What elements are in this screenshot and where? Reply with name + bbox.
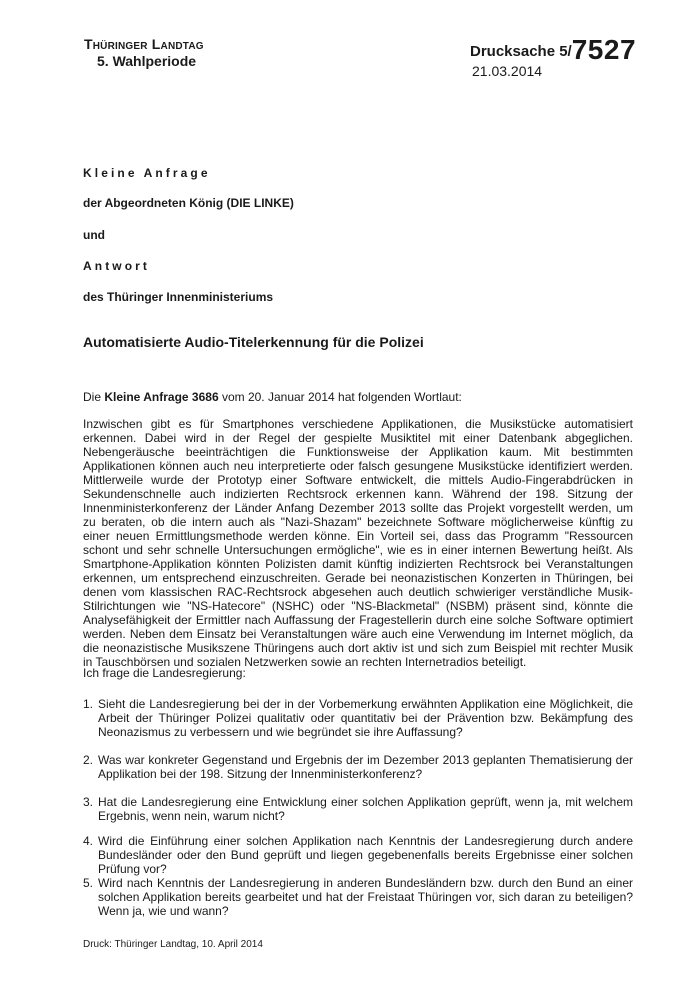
question-item xyxy=(83,753,633,781)
question-item xyxy=(83,795,633,823)
section-antwort: Antwort xyxy=(83,259,151,273)
question-number: 1. xyxy=(83,697,94,711)
question-number: 4. xyxy=(83,834,94,848)
legislative-period: 5. Wahlperiode xyxy=(97,53,197,69)
question-text: Was war konkreter Gegenstand und Ergebnis der im Dezember 2013 geplanten Thematisierung der Applikation bei der 198. Sitzung der Innenministerkonferenz? xyxy=(98,753,633,781)
question-number: 5. xyxy=(83,876,94,890)
document-number xyxy=(470,34,636,66)
parliament-name: Thüringer Landtag xyxy=(84,36,204,52)
question-number: 2. xyxy=(83,753,94,767)
question-text: Hat die Landesregierung eine Entwicklung einer solchen Applikation geprüft, wenn ja, mit welchem Ergebnis, wenn nein, warum nicht? xyxy=(98,795,633,823)
question-intro: Ich frage die Landesregierung: xyxy=(83,666,246,680)
question-text: Wird nach Kenntnis der Landesregierung in anderen Bundesländern bzw. durch den Bund an einer solchen Applikation bereits gearbeitet und hat der Freistaat Thüringen vor, sich daran zu beteiligen? Wenn ja, wie und wann? xyxy=(98,876,633,918)
document-label: Drucksache 5/ xyxy=(470,43,572,60)
section-ministerium: des Thüringer Innenministeriums xyxy=(83,290,274,304)
body-paragraph: Inzwischen gibt es für Smartphones verschiedene Applikationen, die Musikstücke automatisiert erkennen. Dabei wird in der Regel der gespielte Musiktitel mit einer Datenbank abgeglichen. Nebengeräusche beeinträchtigen die Funktionsweise der Applikation kaum. Mit bestimmten Applikationen können auch neu interpretierte oder falsch gesungene Musikstücke identifiziert werden. Mittlerweile wurde der Prototyp einer Software entwickelt, die mittels Audio-Fingerabdrücken in Sekundenschnelle auch indizierten Rechtsrock erkennen kann. Während der 198. Sitzung der Innenministerkonferenz der Länder Anfang Dezember 2013 sollte das Projekt vorgestellt werden, um zu beraten, ob die intern auch als "Nazi-Shazam" bezeichnete Software möglicherweise künftig zu einer neuen Ermittlungsmethode werden könne. Ein Vorteil sei, dass das Programm "Ressourcen schont und sehr schnelle Untersuchungen ermögliche", wie es in einer internen Bewertung heißt. Als Smartphone-Applikation könnten Polizisten damit künftig indizierten Rechtsrock bei Veranstaltungen erkennen, um entsprechend einzuschreiten. Gerade bei neonazistischen Konzerten in Thüringen, bei denen vom klassischen RAC-Rechtsrock abgesehen auch deutlich schwieriger verständliche Musik-Stilrichtungen wie "NS-Hatecore" (NSHC) oder "NS-Blackmetal" (NSBM) präsent sind, könnte die Analysefähigkeit der Ermittler nach Auffassung der Fragestellerin durch eine solche Software optimiert werden. Neben dem Einsatz bei Veranstaltungen wäre auch eine Verwendung im Internet möglich, da die neonazistische Musikszene Thüringens auch dort aktiv ist und sich zum Beispiel mit rechter Musik in Tauschbörsen und sozialen Netzwerken sowie an rechten Internetradios beteiligt. xyxy=(83,417,633,669)
question-item xyxy=(83,876,633,918)
document-title: Automatisierte Audio-Titelerkennung für die Polizei xyxy=(83,334,424,350)
question-item xyxy=(83,697,633,739)
question-item xyxy=(83,834,633,876)
document-date: 21.03.2014 xyxy=(472,63,543,79)
intro-pre: Die xyxy=(83,390,105,404)
print-footer: Druck: Thüringer Landtag, 10. April 2014 xyxy=(83,939,263,950)
intro-post: vom 20. Januar 2014 hat folgenden Wortlaut: xyxy=(218,390,462,404)
document-number-value: 7527 xyxy=(571,34,637,65)
question-text: Wird die Einführung einer solchen Applikation nach Kenntnis der Landesregierung durch andere Bundesländer oder den Bund geprüft und liegen gegebenenfalls bereits Ergebnisse einer solchen Prüfung vor? xyxy=(98,834,633,876)
section-kleine-anfrage: Kleine Anfrage xyxy=(83,166,211,180)
section-und: und xyxy=(83,228,105,242)
section-abgeordnete: der Abgeordneten König (DIE LINKE) xyxy=(83,196,294,210)
intro-paragraph xyxy=(83,390,633,404)
question-number: 3. xyxy=(83,795,94,809)
question-text: Sieht die Landesregierung bei der in der Vorbemerkung erwähnten Applikation eine Möglichkeit, die Arbeit der Thüringer Polizei qualitativ oder quantitativ bei der Prävention bzw. Bekämpfung des Neonazismus zu verbessern und wie begründet sie ihre Auffassung? xyxy=(98,697,633,739)
intro-bold: Kleine Anfrage 3686 xyxy=(104,390,219,404)
